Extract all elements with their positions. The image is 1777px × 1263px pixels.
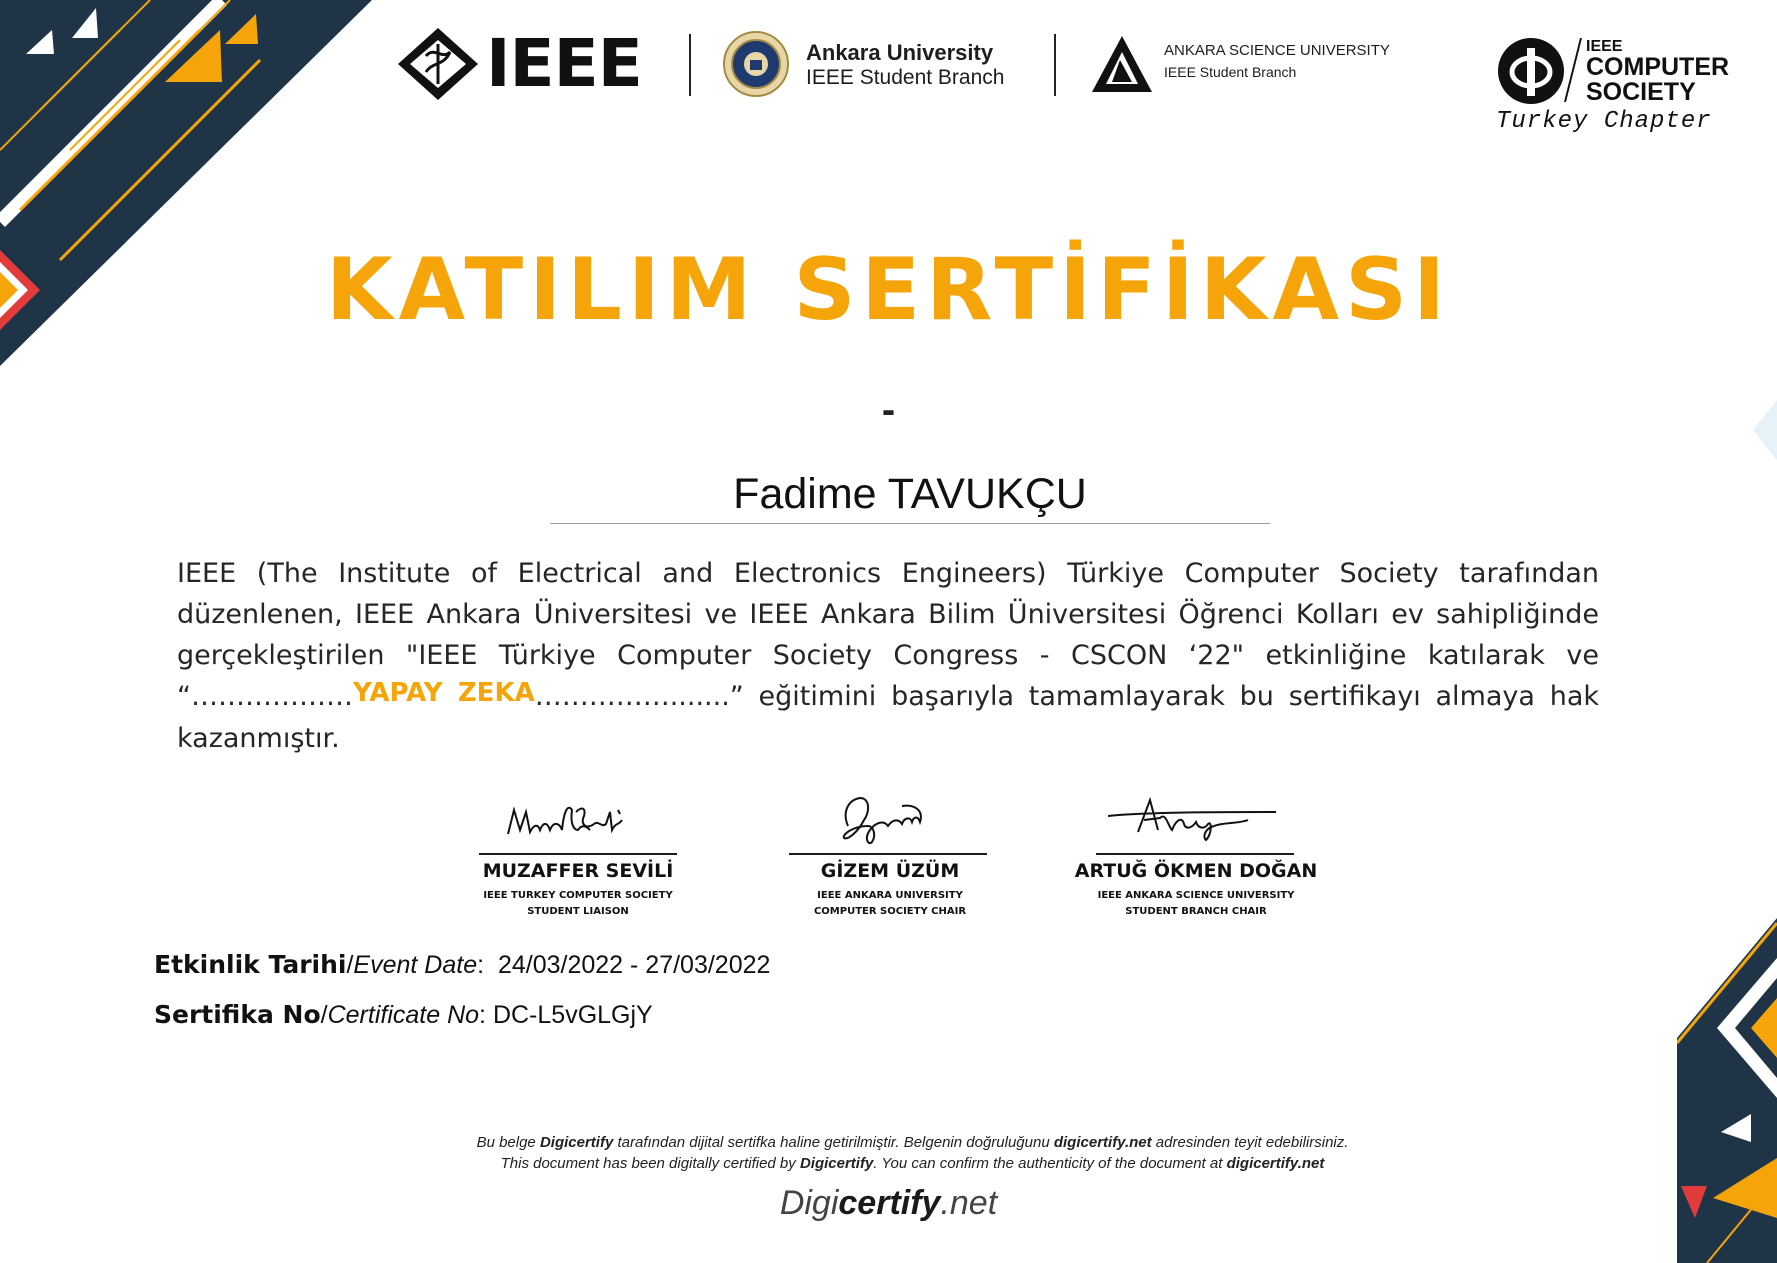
phi-symbol-icon — [1496, 36, 1566, 106]
signature-1-image — [468, 790, 688, 850]
signature-3-image — [1088, 790, 1308, 850]
certificate-body — [177, 553, 1599, 759]
computer-society-logo — [1494, 34, 1744, 138]
footer-link[interactable]: digicertify.net — [1053, 1134, 1152, 1151]
fill-dots-after: ……………....... — [534, 681, 730, 712]
footer-note-tr — [24, 1134, 1777, 1151]
footer-text: tarafından dijital sertifka haline getirilmiştir. Belgenin doğruluğunu — [613, 1134, 1054, 1151]
ankara-science-university-subtitle: IEEE Student Branch — [1164, 64, 1297, 80]
signature-3-line — [1096, 853, 1294, 855]
triangle-mark-icon — [1090, 34, 1154, 94]
fill-dots-before: ……………… — [191, 681, 353, 712]
footer-link[interactable]: digicertify.net — [1226, 1155, 1325, 1172]
signature-3-role-line2: STUDENT BRANCH CHAIR — [1125, 906, 1267, 917]
event-date-label-en: Event Date — [353, 951, 478, 979]
signature-1-line — [479, 853, 677, 855]
computer-society-chapter: Turkey Chapter — [1496, 108, 1712, 135]
event-date-label-tr: Etkinlik Tarihi — [154, 950, 347, 979]
certificate-number-row: Sertifika No/Certificate No: DC-L5vGLGjY — [154, 1000, 653, 1029]
event-date-row: Etkinlik Tarihi/Event Date: 24/03/2022 - 27/03/2022 — [154, 950, 771, 979]
title-separator: - — [881, 388, 896, 432]
footer-text: This document has been digitally certified by — [500, 1155, 800, 1172]
signature-1-role-line2: STUDENT LIAISON — [527, 906, 629, 917]
body-text-after: ” eğitimini başarıyla tamamlayarak bu sertifikayı almaya hak kazanmıştır. — [177, 681, 1599, 754]
university-seal-icon — [722, 30, 790, 98]
signature-1-name: MUZAFFER SEVİLİ — [482, 860, 674, 882]
logo-part: Digi — [779, 1184, 839, 1222]
training-name: YAPAY ZEKA — [353, 678, 535, 708]
header-divider — [1054, 34, 1056, 96]
signature-2-role-line2: COMPUTER SOCIETY CHAIR — [813, 906, 967, 917]
recipient-underline — [550, 523, 1270, 524]
signature-2-name: GİZEM ÜZÜM — [820, 860, 960, 882]
signature-3-name: ARTUĞ ÖKMEN DOĞAN — [1074, 860, 1318, 882]
certificate-title: KATILIM SERTİFİKASI — [325, 240, 1452, 340]
footer-text: Bu belge — [476, 1134, 540, 1151]
computer-society-line1: IEEE — [1586, 38, 1623, 55]
ankara-university-logo — [722, 30, 1042, 98]
digicertify-logo — [0, 1184, 1777, 1223]
ieee-logo — [396, 25, 656, 102]
recipient-name: Fadime TAVUKÇU — [733, 470, 1087, 518]
ankara-university-subtitle: IEEE Student Branch — [806, 66, 1005, 89]
ankara-science-university-logo — [1090, 34, 1390, 96]
signature-2-line — [789, 853, 987, 855]
ieee-diamond-icon — [396, 26, 480, 102]
footer-text: adresinden teyit edebilirsiniz. — [1151, 1134, 1349, 1151]
event-date-value: 24/03/2022 - 27/03/2022 — [497, 951, 771, 979]
computer-society-line2: COMPUTER — [1586, 53, 1730, 81]
footer-note-en — [24, 1155, 1777, 1172]
ankara-science-university-title: ANKARA SCIENCE UNIVERSITY — [1164, 42, 1390, 59]
ankara-university-title: Ankara University — [806, 40, 994, 65]
header-divider — [689, 34, 691, 96]
certificate-number-label-en: Certificate No — [327, 1001, 480, 1029]
body-text-before: IEEE (The Institute of Electrical and Electronics Engineers) Türkiye Computer Society tarafından düzenlenen, IEEE Ankara Üniversitesi ve IEEE Ankara Bilim Üniversitesi Öğrenci Kolları ev sahipliğinde gerçekleştirilen "IEEE Türkiye Computer Society Congress - CSCON ‘22" etkinliğine katılarak ve “ — [177, 558, 1599, 712]
footer-text: . You can confirm the authenticity of the document at — [873, 1155, 1227, 1172]
computer-society-line3: SOCIETY — [1586, 78, 1696, 106]
signature-1-role-line1: IEEE TURKEY COMPUTER SOCIETY — [483, 890, 673, 901]
ieee-wordmark: IEEE — [486, 25, 642, 102]
logo-part: certify — [838, 1184, 941, 1222]
logo-part: .net — [940, 1184, 998, 1222]
signature-2-image — [778, 790, 998, 850]
signature-3-role-line1: IEEE ANKARA SCIENCE UNIVERSITY — [1097, 890, 1295, 901]
certificate-number-label-tr: Sertifika No — [154, 1000, 321, 1029]
signature-2-role-line1: IEEE ANKARA UNIVERSITY — [817, 890, 963, 901]
footer-brand: Digicertify — [539, 1134, 614, 1151]
logo-divider — [1564, 38, 1582, 102]
certificate-number-value: DC-L5vGLGjY — [492, 1001, 653, 1029]
footer-brand: Digicertify — [799, 1155, 874, 1172]
